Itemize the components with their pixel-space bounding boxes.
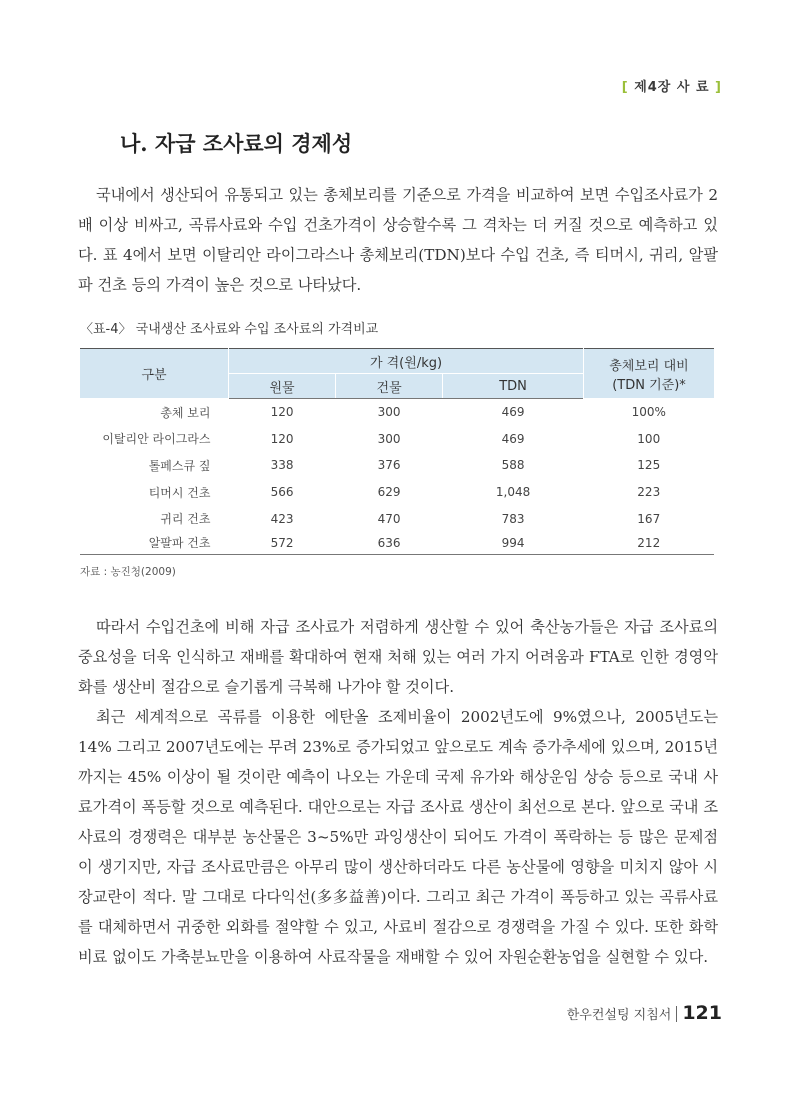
cell-dry: 300 [377, 405, 401, 420]
paragraph-2: 따라서 수입건초에 비해 자급 조사료가 저렴하게 생산할 수 있어 축산농가들은 자급 조사료의 중요성을 더욱 인식하고 재배를 확대하여 현재 처해 있는 여러 가지 어려움과 FTA로 인한 경영악화를 생산비 절감으로 슬기롭게 극복해 나가야 할 것이다. [78, 618, 718, 696]
footer-divider [676, 1006, 677, 1022]
header-ratio-line2: (TDN 기준)* [612, 377, 686, 393]
cell-raw: 423 [270, 511, 294, 526]
cell-ratio: 212 [584, 532, 715, 555]
table-row [80, 399, 714, 426]
cell-name: 이탈리안 라이그라스 [102, 432, 211, 447]
table-row [80, 426, 714, 453]
bracket-left: [ [621, 80, 635, 95]
cell-name: 총체 보리 [160, 405, 211, 420]
header-category: 구분 [80, 349, 229, 399]
table-caption: 〈표-4〉 국내생산 조사료와 수입 조사료의 가격비교 [80, 322, 379, 337]
cell-ratio: 167 [637, 511, 661, 526]
cell-ratio: 100% [631, 405, 666, 420]
header-dry: 건물 [336, 374, 443, 399]
table-row [80, 479, 714, 506]
cell-raw: 338 [270, 458, 294, 473]
chapter-tag [622, 76, 722, 95]
cell-dry: 629 [377, 485, 401, 500]
cell-name: 알팔파 건초 [80, 532, 229, 555]
cell-name: 귀리 건초 [160, 512, 211, 527]
cell-name: 톨페스큐 짚 [148, 458, 211, 473]
cell-tdn: 469 [501, 405, 525, 420]
header-ratio-line1: 총체보리 대비 [609, 358, 689, 374]
cell-tdn: 783 [501, 511, 525, 526]
cell-tdn: 994 [443, 532, 584, 555]
table-row [80, 505, 714, 532]
cell-ratio: 100 [637, 431, 661, 446]
header-tdn: TDN [443, 374, 584, 399]
price-comparison-table [80, 348, 714, 555]
cell-raw: 120 [270, 405, 294, 420]
table-row [80, 532, 714, 555]
cell-name: 티머시 건초 [148, 485, 211, 500]
book-title: 한우컨설팅 지침서 [566, 1008, 672, 1023]
table-source: 자료 : 농진청(2009) [80, 566, 176, 578]
table-row [80, 452, 714, 479]
page-footer [567, 1002, 722, 1024]
cell-dry: 376 [377, 458, 401, 473]
cell-raw: 572 [229, 532, 336, 555]
header-raw: 원물 [229, 374, 336, 399]
cell-dry: 300 [377, 431, 401, 446]
cell-tdn: 1,048 [495, 485, 531, 500]
cell-dry: 636 [336, 532, 443, 555]
cell-raw: 566 [270, 485, 294, 500]
bracket-right: ] [709, 80, 722, 95]
chapter-tag-text: 제4장 사 료 [634, 80, 710, 95]
page-number: 121 [682, 1002, 722, 1024]
cell-raw: 120 [270, 431, 294, 446]
cell-tdn: 588 [501, 458, 525, 473]
section-title: 나. 자급 조사료의 경제성 [120, 131, 353, 156]
paragraph-1: 국내에서 생산되어 유통되고 있는 총체보리를 기준으로 가격을 비교하여 보면 수입조사료가 2배 이상 비싸고, 곡류사료와 수입 건초가격이 상승할수록 그 격차는 더 커질 것으로 예측하고 있다. 표 4에서 보면 이탈리안 라이그라스나 총체보리(TDN)보다 수입 건초, 즉 티머시, 귀리, 알팔파 건초 등의 가격이 높은 것으로 나타났다. [78, 186, 718, 294]
cell-ratio: 223 [637, 485, 661, 500]
cell-ratio: 125 [637, 458, 661, 473]
cell-dry: 470 [377, 511, 401, 526]
cell-tdn: 469 [501, 431, 525, 446]
paragraph-3: 최근 세계적으로 곡류를 이용한 에탄올 조제비율이 2002년도에 9%였으나, 2005년도는 14% 그리고 2007년도에는 무려 23%로 증가되었고 앞으로도 계속 증가추세에 있으며, 2015년까지는 45% 이상이 될 것이란 예측이 나오는 가운데 국제 유가와 해상운임 상승 등으로 국내 사료가격이 폭등할 것으로 예측된다. 대안으로는 자급 조사료 생산이 최선으로 본다. 앞으로 국내 조사료의 경쟁력은 대부분 농산물은 3~5%만 과잉생산이 되어도 가격이 폭락하는 등 많은 문제점이 생기지만, 자급 조사료만큼은 아무리 많이 생산하더라도 다른 농산물에 영향을 미치지 않아 시장교란이 적다. 말 그대로 다다익선(多多益善)이다. 그리고 최근 가격이 폭등하고 있는 곡류사료를 대체하면서 귀중한 외화를 절약할 수 있고, 사료비 절감으로 경쟁력을 가질 수 있다. 또한 화학비료 없이도 가축분뇨만을 이용하여 사료작물을 재배할 수 있어 자원순환농업을 실현할 수 있다. [78, 708, 718, 966]
header-price-group: 가 격(원/kg) [229, 349, 584, 374]
header-ratio [584, 349, 715, 399]
